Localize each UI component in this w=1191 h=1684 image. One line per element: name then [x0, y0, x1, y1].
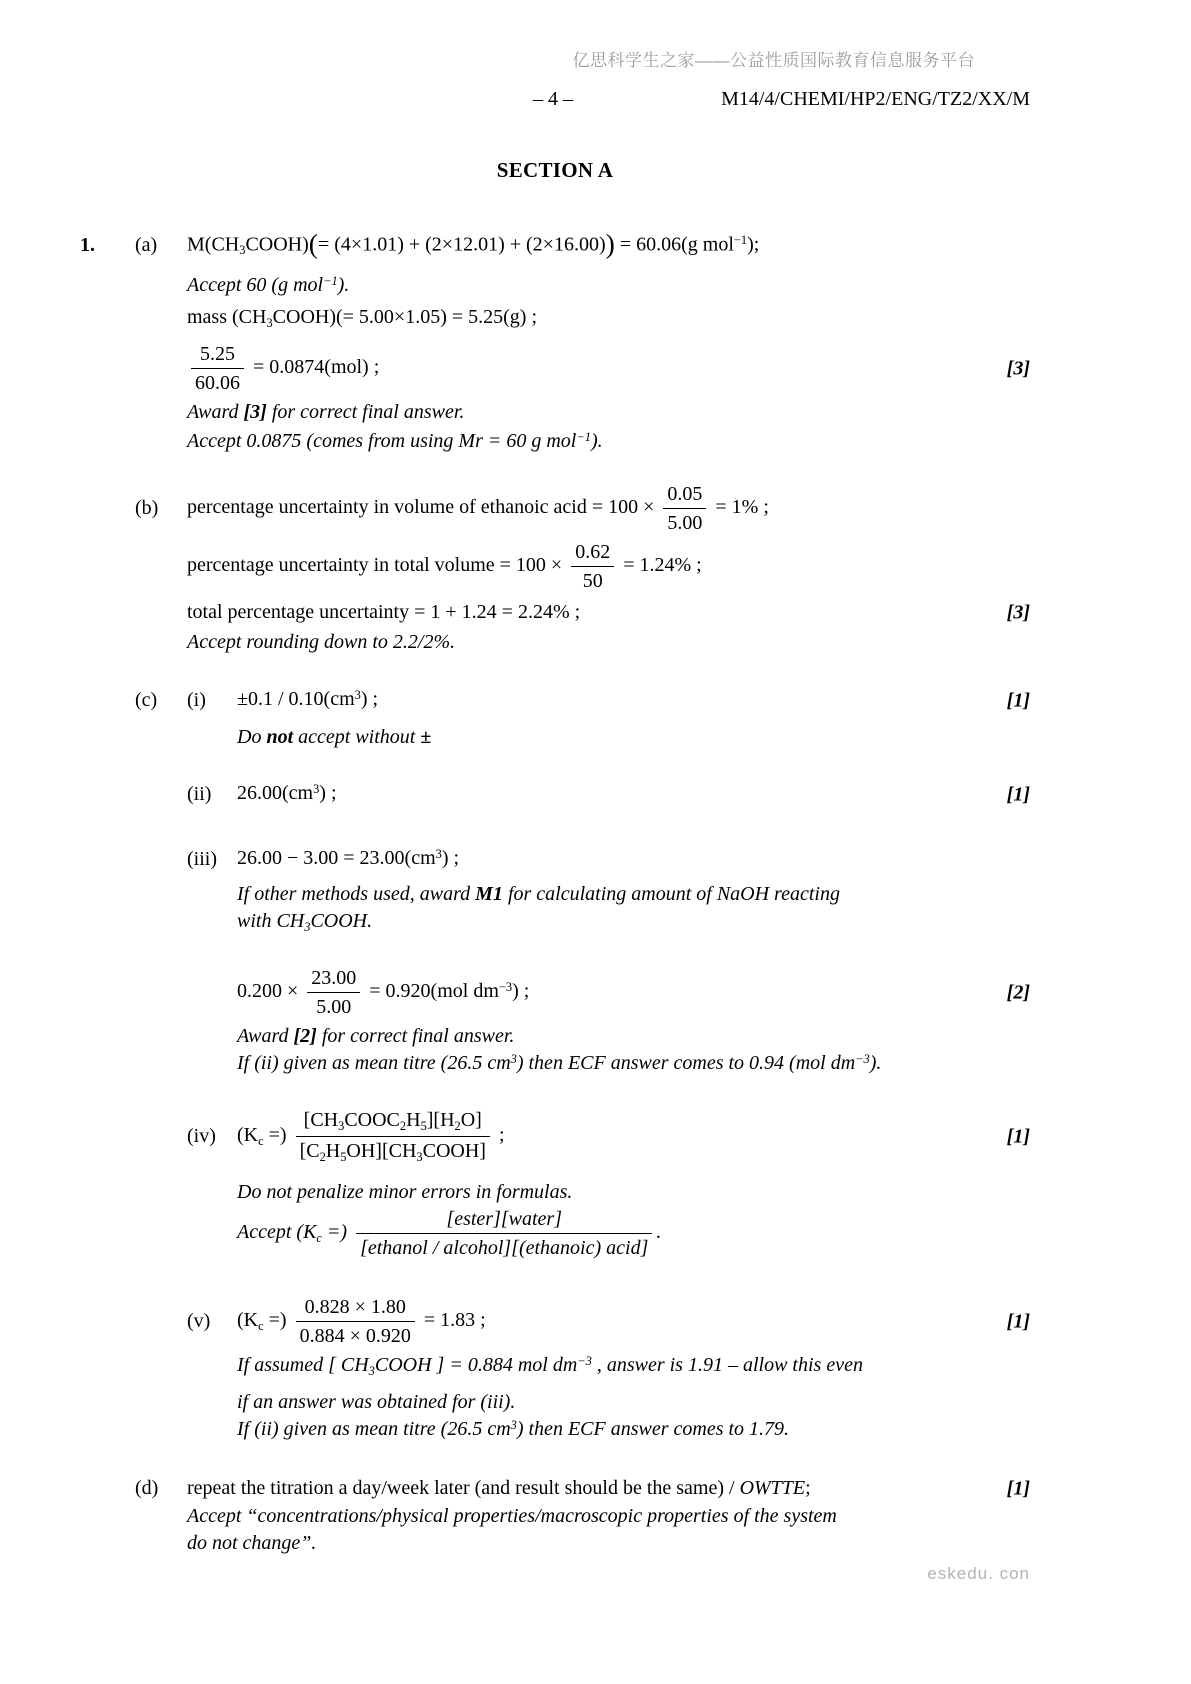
fraction-numerator [663, 481, 706, 509]
part-label: (c) [135, 689, 158, 712]
text-run: −1 [576, 430, 591, 445]
answer-content [237, 1352, 1080, 1381]
answer-content [237, 1389, 1080, 1416]
fraction [571, 539, 614, 594]
text-run: if an answer was obtained for (iii). [237, 1391, 516, 1414]
page-number: – 4 – [533, 88, 573, 110]
fraction [296, 1294, 415, 1349]
fraction [296, 1107, 490, 1166]
text-run: = 0.920(mol dm [364, 980, 499, 1003]
text-run: 26.00 − 3.00 = 23.00(cm [237, 847, 436, 870]
text-run: [ester][water] [446, 1208, 562, 1231]
text-run: If other methods used, award [237, 883, 476, 906]
text-run: = 1% ; [710, 496, 769, 519]
fraction-denominator [296, 1322, 415, 1349]
text-run: mass (CH [187, 306, 267, 329]
text-run: OWTTE [739, 1477, 806, 1500]
fraction-denominator [663, 509, 706, 536]
answer-row [80, 272, 1080, 301]
text-run: = 1.83 ; [418, 1309, 486, 1332]
answer-content [237, 1023, 1080, 1050]
text-run: 3 [266, 315, 273, 330]
text-run: 5 [420, 1118, 427, 1133]
answer-content [237, 780, 1080, 809]
part-label: (d) [135, 1477, 159, 1500]
text-run: = 60.06(g mol [614, 233, 734, 256]
text-run: ) ; [319, 782, 337, 805]
text-run: not [266, 726, 294, 749]
answer-row [80, 881, 1080, 908]
text-run: Accept rounding down to 2.2/2%. [187, 631, 456, 654]
answer-content [237, 845, 1080, 874]
part-label: (a) [135, 233, 158, 256]
answer-row [80, 845, 1080, 874]
text-run: −1 [323, 274, 338, 289]
answer-row [80, 599, 1080, 626]
answer-content [187, 230, 1080, 260]
answer-row [80, 539, 1080, 594]
fraction-denominator [307, 993, 360, 1020]
text-run: ) then ECF answer comes to 0.94 (mol dm [516, 1052, 856, 1075]
answer-content [187, 428, 1080, 457]
text-run: COOC [344, 1109, 400, 1132]
text-run: 50 [582, 570, 603, 593]
text-run: total percentage uncertainty = 1 + 1.24 = 2.24% ; [187, 601, 581, 624]
text-run: do not change”. [187, 1532, 317, 1555]
text-run: 3 [510, 1052, 517, 1067]
answer-content [237, 965, 1080, 1020]
marks-badge: [3] [1006, 357, 1030, 380]
text-run: Do [237, 726, 267, 749]
text-run: 0.62 [575, 541, 611, 564]
answer-content [237, 1050, 1080, 1079]
subpart-label: (ii) [187, 783, 212, 806]
text-run: 3 [239, 242, 246, 257]
text-run: 2 [399, 1118, 407, 1133]
text-run: −1 [733, 233, 748, 248]
answer-row [80, 1416, 1080, 1445]
text-run: (K [237, 1124, 259, 1147]
text-run: 0.05 [667, 483, 703, 506]
answer-row [80, 481, 1080, 536]
text-run: [CH [303, 1109, 339, 1132]
text-run: O] [460, 1109, 482, 1132]
text-run: ) ; [441, 847, 460, 870]
answer-content [237, 881, 1080, 908]
text-run: ±0.1 / 0.10(cm [237, 688, 355, 711]
text-run: c [258, 1319, 264, 1334]
text-run: ) ; [512, 980, 530, 1003]
answer-row [80, 428, 1080, 457]
fraction-denominator [356, 1234, 652, 1261]
answer-row [80, 1503, 1080, 1530]
text-run: Award [237, 1025, 294, 1048]
footer-watermark: eskedu. con [927, 1564, 1030, 1583]
text-run: ; [493, 1124, 505, 1147]
answer-row [80, 780, 1080, 809]
text-run: 5.25 [200, 343, 235, 366]
subpart-label: (v) [187, 1310, 211, 1333]
answer-content [187, 1475, 1080, 1502]
text-run: repeat the titration a day/week later (and result should be the same) / [187, 1477, 740, 1500]
text-run: COOH] [422, 1140, 486, 1163]
paper-code: M14/4/CHEMI/HP2/ENG/TZ2/XX/M [721, 88, 1030, 110]
part-label: (b) [135, 497, 159, 520]
text-run: Award [187, 401, 244, 424]
text-run: H [406, 1109, 421, 1132]
answer-row [80, 629, 1080, 656]
answer-content [237, 1416, 1080, 1445]
answer-content [237, 724, 1080, 751]
text-run: , answer is 1.91 – allow this even [591, 1354, 863, 1377]
text-run: 3 [354, 688, 361, 703]
answer-row [80, 1530, 1080, 1557]
fraction-numerator [296, 1107, 490, 1137]
answer-content [187, 481, 1080, 536]
answer-row [80, 1050, 1080, 1079]
fraction [663, 481, 706, 536]
answer-content [187, 599, 1080, 626]
fraction-denominator [571, 567, 614, 594]
question-number: 1. [80, 233, 95, 256]
text-run: c [258, 1134, 264, 1149]
answer-content [237, 1294, 1080, 1349]
text-run: ) [605, 228, 615, 259]
subpart-label: (iv) [187, 1125, 216, 1148]
answer-row [80, 1389, 1080, 1416]
answer-row [80, 230, 1080, 260]
text-run: If (ii) given as mean titre (26.5 cm [237, 1418, 511, 1441]
marks-badge: [1] [1006, 1477, 1030, 1500]
fraction [191, 341, 244, 396]
fraction-denominator [191, 369, 244, 396]
text-run: M(CH [187, 233, 240, 256]
text-run: 3 [416, 1149, 423, 1164]
text-run: (K [237, 1309, 259, 1332]
text-run: percentage uncertainty in total volume = 100 × [187, 554, 568, 577]
text-run: Accept 0.0875 (comes from using Mr = 60 g mol [187, 430, 577, 453]
answer-row [80, 965, 1080, 1020]
text-run: =) [263, 1309, 292, 1332]
section-title: SECTION A [496, 158, 614, 182]
answer-row [80, 724, 1080, 751]
text-run: 3 [368, 1363, 375, 1378]
text-run: 3 [304, 919, 311, 934]
text-run: 3 [338, 1118, 345, 1133]
text-run: [C [299, 1140, 320, 1163]
text-run: accept without [293, 726, 421, 749]
site-watermark: 亿思科学生之家——公益性质国际教育信息服务平台 [572, 51, 975, 70]
text-run: ); [747, 233, 760, 256]
text-run: ). [869, 1052, 882, 1075]
fraction-numerator [307, 965, 360, 993]
text-run: ). [337, 274, 350, 297]
text-run: for correct final answer. [266, 401, 465, 424]
text-run: = 1.24% ; [618, 554, 702, 577]
text-run: 0.884 × 0.920 [299, 1325, 411, 1348]
text-run: ± [420, 726, 432, 749]
marks-badge: [1] [1006, 1310, 1030, 1333]
text-run: [2] [293, 1025, 317, 1048]
fraction-numerator [571, 539, 614, 567]
text-run: ) ; [360, 688, 379, 711]
marks-badge: [1] [1006, 1125, 1030, 1148]
text-run: −3 [855, 1052, 870, 1067]
text-run: =) [321, 1221, 353, 1244]
answer-row [80, 908, 1080, 937]
text-run: 3 [313, 782, 320, 797]
text-run: 23.00 [311, 967, 357, 990]
answer-row [80, 686, 1080, 715]
text-run: H [325, 1140, 341, 1163]
text-run: −3 [577, 1354, 592, 1369]
text-run: ) then ECF answer comes to 1.79. [516, 1418, 790, 1441]
text-run: 2 [319, 1149, 326, 1164]
text-run: . [656, 1221, 662, 1244]
answer-content [237, 686, 1080, 715]
text-run: for correct final answer. [316, 1025, 515, 1048]
text-run: −3 [498, 980, 513, 995]
text-run: COOH) [245, 233, 309, 256]
answer-row [80, 304, 1080, 333]
answer-row [80, 1294, 1080, 1349]
text-run: If assumed [ CH [237, 1354, 369, 1377]
text-run: 2 [454, 1118, 461, 1133]
text-run: with CH [237, 910, 305, 933]
answer-content [237, 908, 1080, 937]
text-run: ; [805, 1477, 811, 1500]
marks-badge: [1] [1006, 689, 1030, 712]
text-run: 5.00 [316, 996, 352, 1019]
text-run: ][H [426, 1109, 455, 1132]
text-run: 0.200 × [237, 980, 304, 1003]
text-run: c [316, 1231, 322, 1246]
text-run: 3 [435, 847, 442, 862]
marks-badge: [3] [1006, 601, 1030, 624]
text-run: 0.828 × 1.80 [304, 1296, 406, 1319]
text-run: 26.00(cm [237, 782, 314, 805]
fraction [356, 1206, 652, 1261]
answer-content [187, 1530, 1080, 1557]
answer-content [237, 1107, 1080, 1166]
answer-content [187, 304, 1080, 333]
answer-row [80, 1475, 1080, 1502]
subpart-label: (iii) [187, 848, 217, 871]
fraction [307, 965, 360, 1020]
text-run: 5 [340, 1149, 347, 1164]
answer-content [187, 399, 1080, 426]
answers-list [80, 230, 1080, 1557]
fraction-numerator [356, 1206, 652, 1234]
text-run: ). [590, 430, 603, 453]
text-run: Accept “concentrations/physical properties/macroscopic properties of the system [187, 1505, 837, 1528]
text-run: M1 [475, 883, 503, 906]
answer-content [187, 341, 1080, 396]
text-run: = (4×1.01) + (2×12.01) + (2×16.00) [317, 233, 606, 256]
text-run: Accept (K [237, 1221, 317, 1244]
answer-row [80, 1179, 1080, 1206]
text-run: COOH)(= 5.00×1.05) = 5.25(g) ; [272, 306, 538, 329]
answer-row [80, 1352, 1080, 1381]
marks-badge: [2] [1006, 981, 1030, 1004]
answer-row [80, 341, 1080, 396]
marks-badge: [1] [1006, 783, 1030, 806]
answer-content [237, 1206, 1080, 1261]
text-run: [ethanol / alcohol][(ethanoic) acid] [360, 1237, 649, 1260]
answer-content [187, 272, 1080, 301]
answer-content [187, 629, 1080, 656]
fraction-denominator [296, 1137, 490, 1166]
text-run: 5.00 [667, 512, 703, 535]
text-run: ( [308, 228, 318, 259]
answer-content [237, 1179, 1080, 1206]
text-run: [3] [243, 401, 267, 424]
text-run: Accept 60 (g mol [187, 274, 324, 297]
answer-content [187, 1503, 1080, 1530]
text-run: Do not penalize minor errors in formulas. [237, 1181, 573, 1204]
text-run: COOH. [310, 910, 373, 933]
answer-row [80, 1206, 1080, 1261]
subpart-label: (i) [187, 689, 206, 712]
text-run: =) [263, 1124, 292, 1147]
answer-row [80, 1023, 1080, 1050]
fraction-numerator [296, 1294, 415, 1322]
text-run: 60.06 [195, 372, 240, 395]
text-run: If (ii) given as mean titre (26.5 cm [237, 1052, 511, 1075]
answer-row [80, 1107, 1080, 1166]
text-run: percentage uncertainty in volume of ethanoic acid = 100 × [187, 496, 660, 519]
text-run: OH][CH [346, 1140, 417, 1163]
answer-row [80, 399, 1080, 426]
fraction-numerator [191, 341, 244, 369]
text-run: = 0.0874(mol) ; [248, 356, 380, 379]
text-run: 3 [510, 1418, 517, 1433]
answer-content [187, 539, 1080, 594]
text-run: COOH ] = 0.884 mol dm [374, 1354, 578, 1377]
text-run: for calculating amount of NaOH reacting [502, 883, 840, 906]
